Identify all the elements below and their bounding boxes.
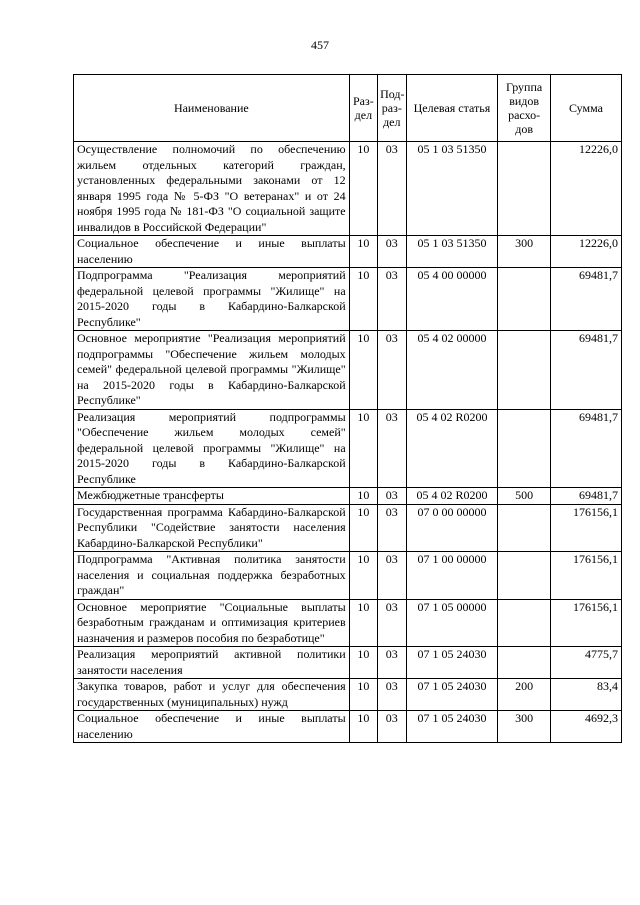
cell-podrazdel: 03 [378,409,406,488]
table-row [74,647,622,679]
header-gruppa: Группа видов расхо-дов [498,75,551,142]
cell-razdel: 10 [349,409,377,488]
cell-statya: 07 0 00 00000 [406,504,498,552]
header-summa: Сумма [550,75,621,142]
header-name: Наименование [74,75,350,142]
cell-statya: 05 1 03 51350 [406,236,498,268]
cell-name: Подпрограмма "Реализация мероприятий федеральной целевой программы "Жилище" на 2015-2020 годы в Кабардино-Балкарской Республике" [74,268,350,331]
cell-gruppa: 200 [498,679,551,711]
cell-podrazdel: 03 [378,647,406,679]
cell-razdel: 10 [349,488,377,505]
cell-statya: 07 1 05 24030 [406,679,498,711]
cell-razdel: 10 [349,142,377,236]
cell-name: Социальное обеспечение и иные выплаты населению [74,711,350,743]
cell-name: Реализация мероприятий подпрограммы "Обеспечение жильем молодых семей" федеральной целевой программы "Жилище" на 2015-2020 годы в Кабардино-Балкарской Республике [74,409,350,488]
cell-razdel: 10 [349,647,377,679]
cell-summa: 176156,1 [550,599,621,647]
header-statya: Целевая статья [406,75,498,142]
table-body [74,142,622,743]
cell-razdel: 10 [349,711,377,743]
cell-statya: 05 4 00 00000 [406,268,498,331]
cell-name: Межбюджетные трансферты [74,488,350,505]
header-razdel: Раз-дел [349,75,377,142]
cell-gruppa: 300 [498,236,551,268]
cell-gruppa: 300 [498,711,551,743]
cell-statya: 07 1 05 24030 [406,711,498,743]
cell-gruppa [498,331,551,410]
cell-name: Основное мероприятие "Социальные выплаты безработным гражданам и оптимизация критериев назначения и размеров пособия по безработице" [74,599,350,647]
table-row [74,552,622,600]
cell-gruppa [498,599,551,647]
cell-razdel: 10 [349,236,377,268]
table-row [74,488,622,505]
cell-summa: 69481,7 [550,488,621,505]
table-row [74,409,622,488]
cell-statya: 05 4 02 R0200 [406,488,498,505]
cell-gruppa: 500 [498,488,551,505]
table-row [74,504,622,552]
cell-razdel: 10 [349,504,377,552]
cell-razdel: 10 [349,331,377,410]
cell-razdel: 10 [349,268,377,331]
cell-gruppa [498,142,551,236]
table-row [74,268,622,331]
cell-razdel: 10 [349,599,377,647]
cell-name: Социальное обеспечение и иные выплаты населению [74,236,350,268]
cell-summa: 69481,7 [550,268,621,331]
table-row [74,331,622,410]
cell-podrazdel: 03 [378,331,406,410]
cell-name: Осуществление полномочий по обеспечению жильем отдельных категорий граждан, установленных федеральными законами от 12 января 1995 года № 5-ФЗ "О ветеранах" и от 24 ноября 1995 года № 181-ФЗ "О социальной защите инвалидов в Российской Федерации" [74,142,350,236]
cell-statya: 07 1 05 00000 [406,599,498,647]
cell-statya: 05 4 02 00000 [406,331,498,410]
cell-podrazdel: 03 [378,711,406,743]
cell-podrazdel: 03 [378,599,406,647]
cell-name: Подпрограмма "Активная политика занятости населения и социальная поддержка безработных граждан" [74,552,350,600]
table-row [74,142,622,236]
cell-gruppa [498,647,551,679]
cell-summa: 69481,7 [550,331,621,410]
cell-gruppa [498,504,551,552]
cell-summa: 83,4 [550,679,621,711]
budget-table [73,74,622,743]
table-header-row [74,75,622,142]
cell-summa: 69481,7 [550,409,621,488]
cell-summa: 4775,7 [550,647,621,679]
cell-summa: 12226,0 [550,142,621,236]
cell-podrazdel: 03 [378,268,406,331]
cell-razdel: 10 [349,552,377,600]
cell-podrazdel: 03 [378,142,406,236]
cell-podrazdel: 03 [378,679,406,711]
cell-podrazdel: 03 [378,504,406,552]
cell-name: Реализация мероприятий активной политики занятости населения [74,647,350,679]
table-row [74,599,622,647]
table-row [74,236,622,268]
cell-statya: 07 1 00 00000 [406,552,498,600]
cell-name: Государственная программа Кабардино-Балкарской Республики "Содействие занятости населения Кабардино-Балкарской Республики" [74,504,350,552]
table-row [74,679,622,711]
cell-name: Основное мероприятие "Реализация мероприятий подпрограммы "Обеспечение жильем молодых семей" федеральной целевой программы "Жилище" на 2015-2020 годы в Кабардино-Балкарской Республике" [74,331,350,410]
cell-razdel: 10 [349,679,377,711]
cell-statya: 05 4 02 R0200 [406,409,498,488]
cell-name: Закупка товаров, работ и услуг для обеспечения государственных (муниципальных) нужд [74,679,350,711]
cell-statya: 05 1 03 51350 [406,142,498,236]
cell-summa: 176156,1 [550,552,621,600]
cell-summa: 12226,0 [550,236,621,268]
cell-gruppa [498,409,551,488]
cell-podrazdel: 03 [378,488,406,505]
header-podrazdel: Под-раз-дел [378,75,406,142]
cell-podrazdel: 03 [378,552,406,600]
page-number: 457 [311,38,329,52]
cell-podrazdel: 03 [378,236,406,268]
cell-summa: 176156,1 [550,504,621,552]
cell-gruppa [498,552,551,600]
cell-gruppa [498,268,551,331]
cell-statya: 07 1 05 24030 [406,647,498,679]
table-row [74,711,622,743]
cell-summa: 4692,3 [550,711,621,743]
